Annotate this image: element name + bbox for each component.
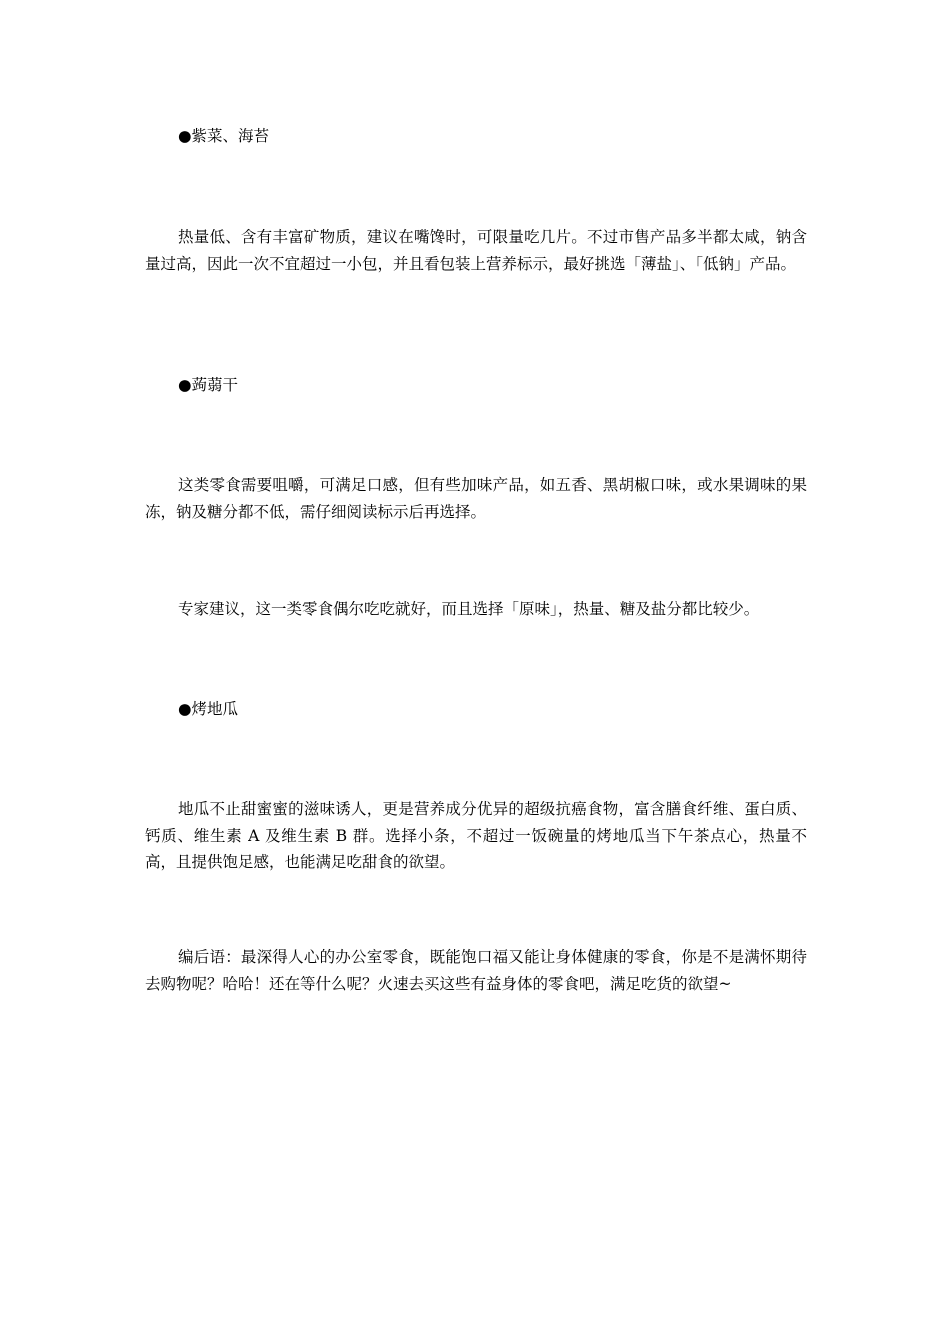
heading-konjac: ●蒟蒻干 (178, 376, 239, 394)
heading-sweet-potato: ●烤地瓜 (178, 700, 239, 718)
paragraph-konjac: 这类零食需要咀嚼，可满足口感，但有些加味产品，如五香、黑胡椒口味，或水果调味的果冻，钠及糖分都不低，需仔细阅读标示后再选择。 (145, 476, 807, 521)
paragraph-sweet-potato: 地瓜不止甜蜜蜜的滋味诱人，更是营养成分优异的超级抗癌食物，富含膳食纤维、蛋白质、钙质、维生素 A 及维生素 B 群。选择小条，不超过一饭碗量的烤地瓜当下午茶点心，热量不高，且提供饱足感，也能满足吃甜食的欲望。 (145, 800, 807, 871)
paragraph-expert-advice: 专家建议，这一类零食偶尔吃吃就好，而且选择「原味」，热量、糖及盐分都比较少。 (178, 600, 760, 618)
paragraph-seaweed: 热量低、含有丰富矿物质，建议在嘴馋时，可限量吃几片。不过市售产品多半都太咸，钠含量过高，因此一次不宜超过一小包，并且看包装上营养标示，最好挑选「薄盐」、「低钠」产品。 (145, 228, 807, 273)
heading-seaweed: ●紫菜、海苔 (178, 127, 270, 145)
paragraph-editor-note: 编后语：最深得人心的办公室零食，既能饱口福又能让身体健康的零食，你是不是满怀期待去购物呢？哈哈！还在等什么呢？火速去买这些有益身体的零食吧，满足吃货的欲望~ (145, 948, 807, 993)
